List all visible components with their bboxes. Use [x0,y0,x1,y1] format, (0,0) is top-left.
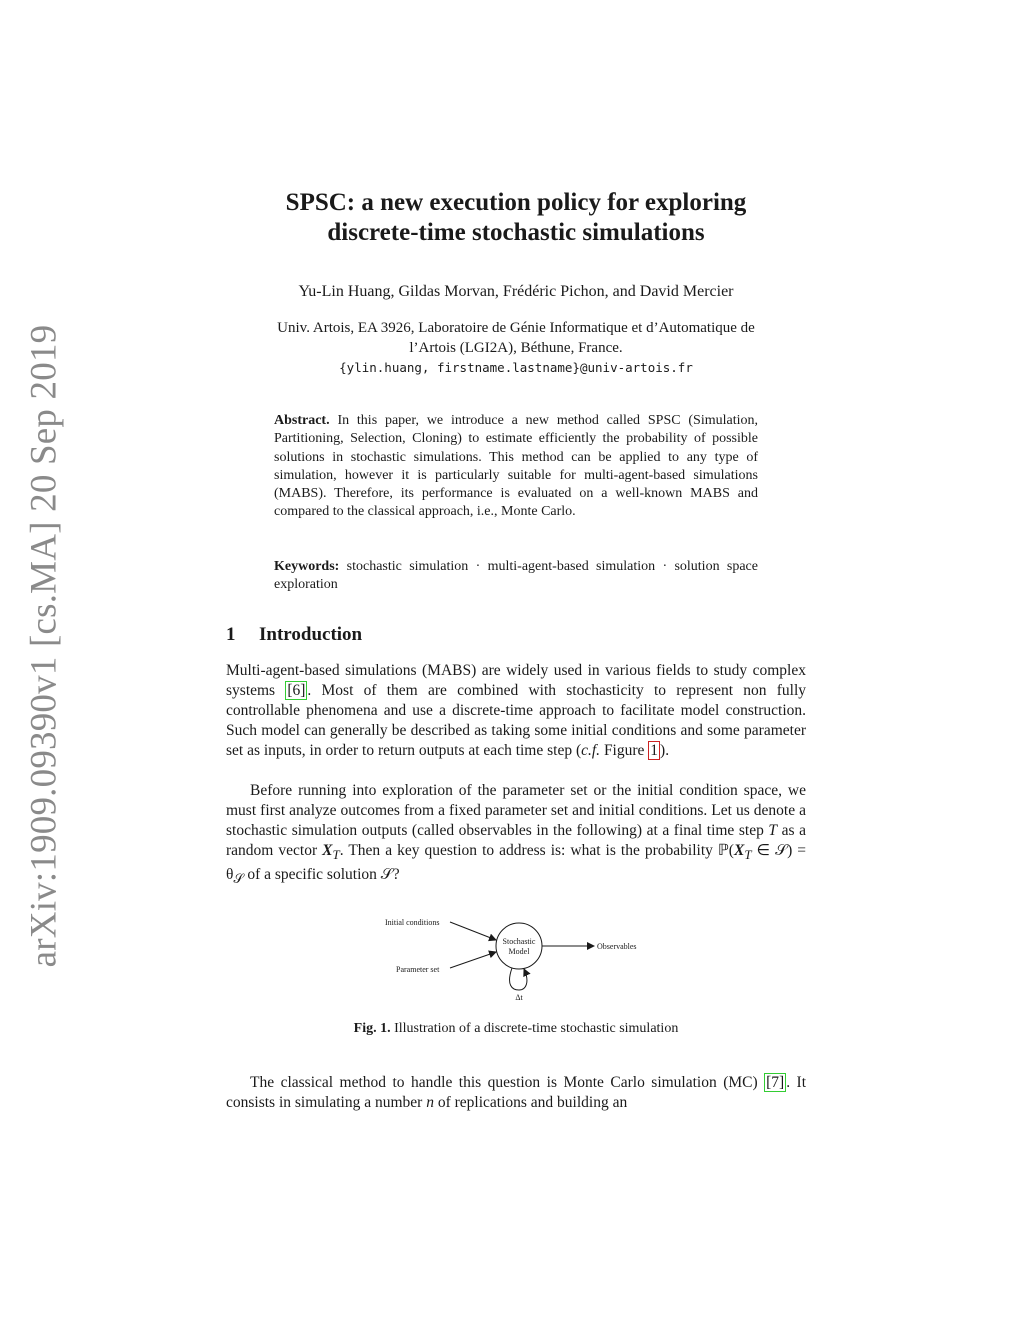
title-line-1: SPSC: a new execution policy for exploring [285,189,747,216]
input-initial-conditions: Initial conditions [385,918,440,927]
p2-text-d: ∈ 𝒮) = θ [226,842,807,884]
citation-link-6[interactable]: [6] [287,682,306,699]
p3-text-b: . It consists in simulating a number [226,1074,806,1111]
section-title: Introduction [259,624,363,645]
arxiv-identifier: arXiv:1909.09390v1 [cs.MA] 20 Sep 2019 [23,324,65,968]
caption-label: Fig. 1. [353,1021,391,1036]
intro-paragraph-2 [226,781,806,889]
p2-var-t: T [768,822,778,839]
p3-text-a: The classical method to handle this question is Monte Carlo simulation (MC) [250,1074,765,1091]
p1-text-a: Multi-agent-based simulations (MABS) are widely used in various fields to study complex systems [226,662,806,699]
paper-title [226,188,806,248]
input-parameter-set: Parameter set [396,965,440,974]
intro-paragraph-3 [226,1073,806,1113]
author-emails: {ylin.huang, firstname.lastname}@univ-artois.fr [339,360,693,375]
p2-text-b: as a random vector [226,822,806,859]
affiliation-line-2: l’Artois (LGI2A), Béthune, France. [409,340,623,356]
figure-ref-link[interactable]: 1 [650,742,659,759]
p2-sub-t2: T [744,847,752,863]
p1-cf: c.f. [581,742,601,759]
p3-var-n: n [426,1094,434,1111]
abstract-text: In this paper, we introduce a new method called SPSC (Simulation, Partitioning, Selection, Cloning) to estimate efficiently the probability of possible solutions in stochastic simulations. This method can be applied to any type of simulation, however it is particularly suitable for multi-agent-based simulations (MABS). Therefore, its performance is evaluated on a well-known MABS and compared to the classical approach, i.e., Monte Carlo. [274,413,759,520]
p2-var-x2: X [733,842,745,859]
intro-paragraph-1 [226,661,806,761]
p3-text-c: of replications and building an [433,1094,628,1111]
p2-var-x: X [322,842,333,859]
author-list: Yu-Lin Huang, Gildas Morvan, Frédéric Pichon, and David Mercier [298,283,734,300]
keywords-label: Keywords: [274,559,340,574]
p2-sub-t: T [332,847,340,863]
loop-label: Δt [515,993,523,1002]
keywords [274,558,758,595]
abstract-label: Abstract. [274,413,330,428]
p1-text-c: Figure [600,742,649,759]
self-loop-arrow [510,968,527,990]
arrow-params-to-model [450,952,496,968]
arxiv-sidebar [0,0,100,1325]
node-label-line-1: Stochastic [502,937,536,946]
p2-text-e: of a specific solution 𝒮? [243,866,400,884]
p2-sub-s: 𝒮 [233,871,244,887]
affiliation [226,318,806,378]
title-line-2: discrete-time stochastic simulations [327,219,705,246]
p2-text-c: . Then a key question to address is: what is the probability ℙ( [339,842,734,859]
output-observables: Observables [597,942,637,951]
figure-1-diagram [378,910,658,1005]
keywords-text: stochastic simulation · multi-agent-based simulation · solution space exploration [274,559,758,593]
section-number: 1 [226,624,236,645]
citation-link-7[interactable]: [7] [766,1074,785,1091]
affiliation-line-1: Univ. Artois, EA 3926, Laboratoire de Génie Informatique et d’Automatique de [277,320,755,336]
stochastic-model-node [496,923,542,969]
caption-text: Illustration of a discrete-time stochastic simulation [394,1021,679,1036]
section-heading [226,624,362,646]
p1-text-b: . Most of them are combined with stochasticity to represent non fully controllable phenomena and use a discrete-time approach to facilitate model construction. Such model can generally be described as taking some initial conditions and some parameter set as inputs, in order to return outputs at each time step ( [226,682,806,759]
figure-caption [226,1021,806,1037]
arrow-initial-to-model [450,922,496,940]
p2-text-a: Before running into exploration of the parameter set or the initial condition space, we must first analyze outcomes from a fixed parameter set and initial conditions. Let us denote a stochastic simulation outputs (called observables in the following) at a final time step [226,782,806,839]
node-label-line-2: Model [508,947,530,956]
abstract [274,412,758,522]
p1-text-d: ). [660,742,670,759]
diagram-svg [378,910,658,1005]
